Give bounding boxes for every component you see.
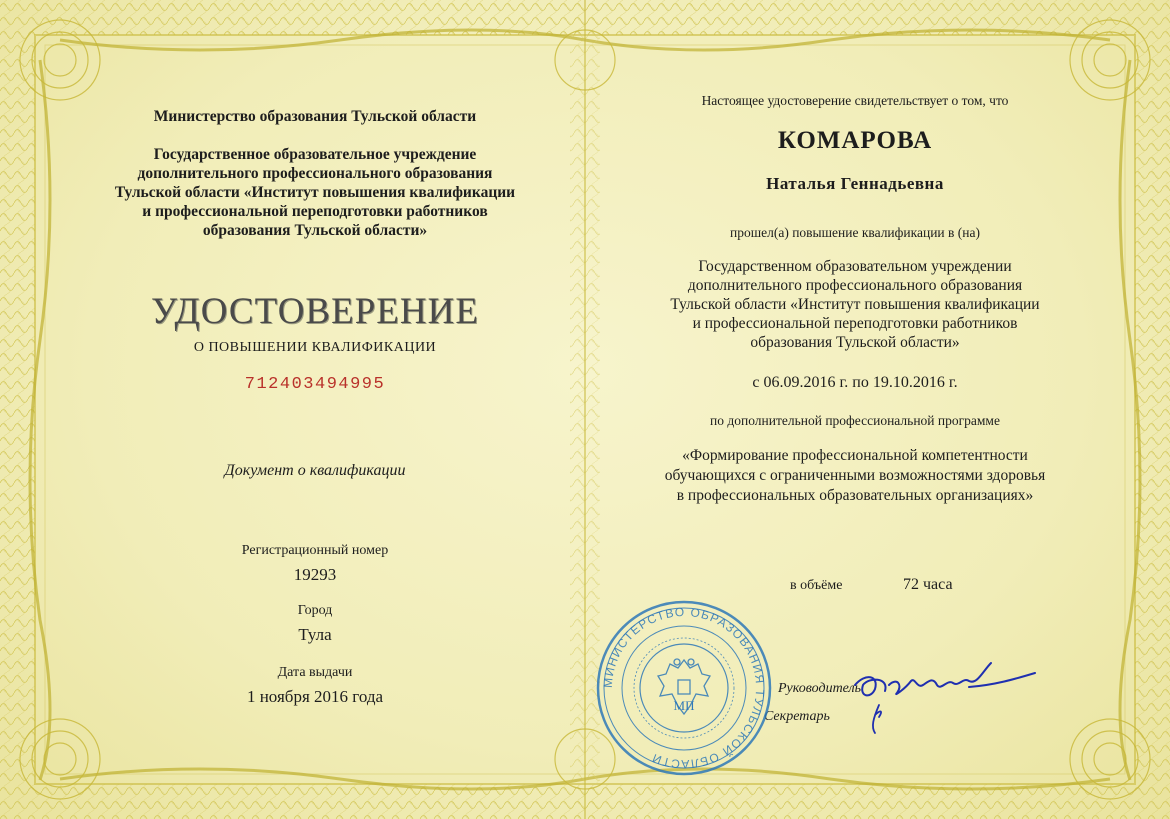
- institution-line: Государственном образовательном учреждении: [698, 258, 1012, 275]
- document-subtitle: О ПОВЫШЕНИИ КВАЛИФИКАЦИИ: [193, 340, 437, 355]
- ministry-name: Министерство образования Тульской области: [153, 108, 477, 125]
- holder-given-names: Наталья Геннадьевна: [766, 174, 944, 193]
- institution-line: Тульской области «Институт повышения квалификации: [114, 184, 516, 201]
- program-line: обучающихся с ограниченными возможностями здоровья: [664, 467, 1046, 484]
- city-label: Город: [297, 603, 333, 618]
- training-period: с 06.09.2016 г. по 19.10.2016 г.: [752, 374, 958, 391]
- holder-surname: КОМАРОВА: [777, 127, 933, 154]
- program-line: в профессиональных образовательных организациях»: [676, 487, 1034, 504]
- program-title: [630, 446, 1080, 506]
- volume-hours: 72 часа: [903, 576, 953, 593]
- program-line: «Формирование профессиональной компетентности: [682, 447, 1028, 464]
- head-signature-label: Руководитель: [778, 681, 862, 696]
- institution-line: образования Тульской области»: [750, 334, 960, 351]
- registration-label: Регистрационный номер: [241, 543, 389, 558]
- document-title: УДОСТОВЕРЕНИЕ: [151, 291, 479, 332]
- stamp-text: МИНИСТЕРСТВО ОБРАЗОВАНИЯ ТУЛЬСКОЙ ОБЛАСТИ: [600, 604, 768, 772]
- institution-line: и профессиональной переподготовки работников: [142, 203, 488, 220]
- training-institution: [630, 257, 1080, 352]
- issue-date: 1 ноября 2016 года: [246, 687, 384, 706]
- volume-label: в объёме: [790, 578, 843, 593]
- official-stamp: [594, 598, 774, 778]
- institution-line: Тульской области «Институт повышения квалификации: [670, 296, 1040, 313]
- certifies-text: Настоящее удостоверение свидетельствует о том, что: [701, 93, 1009, 108]
- institution-line: образования Тульской области»: [202, 222, 428, 239]
- registration-number: 19293: [293, 565, 337, 584]
- city-value: Тула: [298, 625, 332, 644]
- institution-line: Государственное образовательное учреждение: [153, 146, 477, 163]
- issue-date-label: Дата выдачи: [277, 665, 353, 680]
- issuing-institution: [90, 145, 540, 240]
- institution-line: дополнительного профессионального образования: [687, 277, 1023, 294]
- institution-line: дополнительного профессионального образования: [137, 165, 493, 182]
- completed-training-text: прошел(а) повышение квалификации в (на): [730, 225, 980, 240]
- program-label: по дополнительной профессиональной программе: [710, 413, 1000, 428]
- institution-line: и профессиональной переподготовки работников: [692, 315, 1018, 332]
- qualification-document-label: Документ о квалификации: [224, 462, 406, 479]
- secretary-signature-label: Секретарь: [764, 709, 830, 724]
- serial-number: 712403494995: [244, 375, 386, 394]
- stamp-center-mark: МП: [673, 698, 695, 713]
- svg-text:МИНИСТЕРСТВО ОБРАЗОВАНИЯ ТУЛЬС: [601, 605, 767, 771]
- head-signature: [845, 655, 1045, 745]
